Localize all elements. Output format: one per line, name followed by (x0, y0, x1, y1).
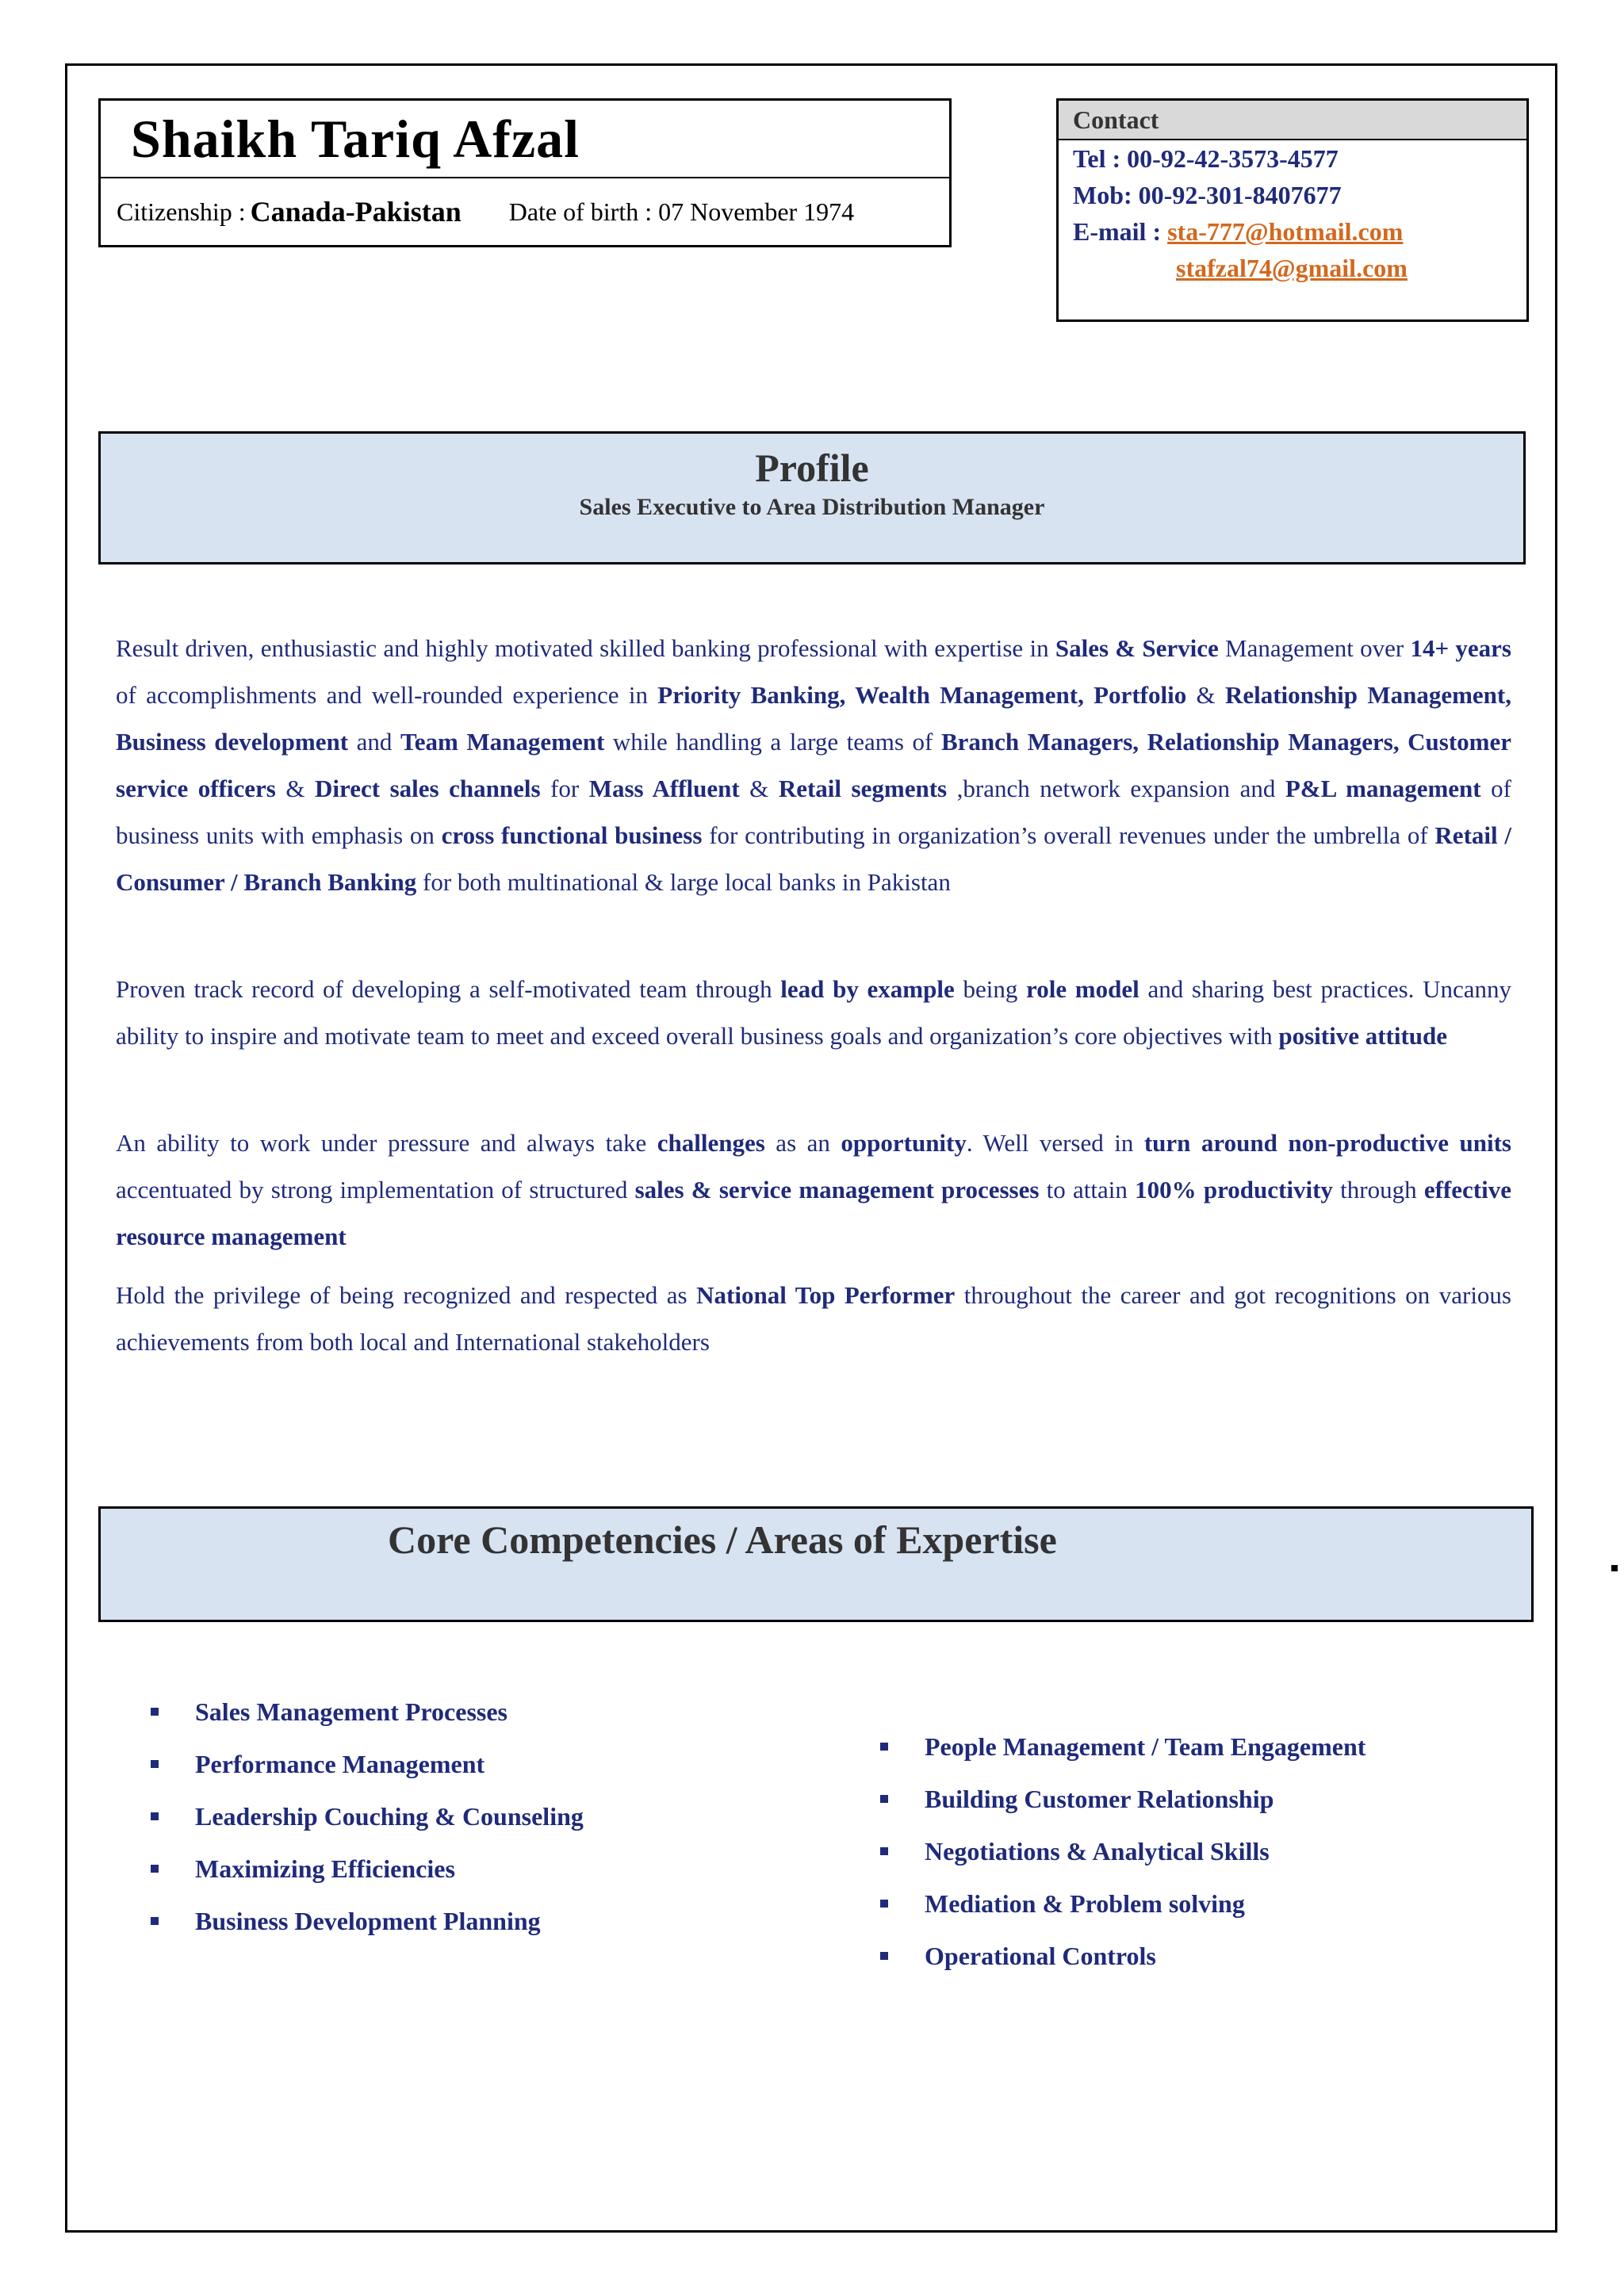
meta-row (101, 178, 949, 245)
profile-paragraph-1: Result driven, enthusiastic and highly motivated skilled banking professional with expertise in Sales & Service Management over 14+ years of accomplishments and well-rounded experience in Priority Banking, Wealth Management, Portfolio & Relationship Management, Business development and Team Management while handling a large teams of Branch Managers, Relationship Managers, Customer service officers & Direct sales channels for Mass Affluent & Retail segments ,branch network expansion and P&L management of business units with emphasis on cross functional business for contributing in organization’s overall revenues under the umbrella of Retail / Consumer / Branch Banking for both multinational & large local banks in Pakistan (116, 634, 1511, 896)
email-link-1[interactable]: sta-777@hotmail.com (1167, 216, 1404, 246)
date-of-birth: Date of birth : 07 November 1974 (508, 197, 855, 226)
competency-list-left (147, 1686, 782, 1947)
list-item: Mediation & Problem solving (877, 1877, 1511, 1930)
list-item: Leadership Couching & Counseling (147, 1790, 782, 1843)
stray-mark (1611, 1565, 1618, 1571)
core-competencies-header (98, 1506, 1534, 1622)
list-item: People Management / Team Engagement (877, 1720, 1511, 1773)
profile-paragraph-4: Hold the privilege of being recognized and respected as National Top Performer throughout the career and got recognitions on various achievements from both local and International stakeholders (116, 1281, 1511, 1356)
name-row (101, 101, 949, 178)
candidate-name: Shaikh Tariq Afzal (131, 108, 580, 169)
square-bullet-icon (880, 1952, 888, 1960)
square-bullet-icon (880, 1795, 888, 1803)
profile-paragraph-3: An ability to work under pressure and always take challenges as an opportunity. Well versed in turn around non-productive units accentuated by strong implementation of structured sales & service management processes to attain 100% productivity through effective resource management (116, 1129, 1511, 1250)
list-item: Sales Management Processes (147, 1686, 782, 1738)
contact-email-row-2 (1059, 250, 1526, 286)
profile-paragraph-2: Proven track record of developing a self-motivated team through lead by example being role model and sharing best practices. Uncanny ability to inspire and motivate team to meet and exceed overall business goals and organization’s core objectives with positive attitude (116, 975, 1512, 1050)
square-bullet-icon (151, 1865, 159, 1873)
personal-info-box (98, 98, 952, 247)
list-item: Building Customer Relationship (877, 1773, 1511, 1825)
list-item: Operational Controls (877, 1930, 1511, 1982)
email-label: E-mail : (1073, 216, 1162, 246)
profile-title: Profile (755, 446, 869, 490)
square-bullet-icon (151, 1917, 159, 1925)
citizenship-value: Canada-Pakistan (250, 196, 462, 228)
citizenship-label: Citizenship : (117, 197, 246, 226)
square-bullet-icon (151, 1760, 159, 1768)
square-bullet-icon (880, 1847, 888, 1855)
square-bullet-icon (151, 1812, 159, 1820)
profile-subtitle: Sales Executive to Area Distribution Manager (579, 494, 1045, 520)
competency-list-right (877, 1720, 1511, 1982)
list-item: Negotiations & Analytical Skills (877, 1825, 1511, 1877)
profile-section-header (98, 431, 1526, 564)
email-link-2[interactable]: stafzal74@gmail.com (1176, 253, 1408, 282)
list-item: Maximizing Efficiencies (147, 1843, 782, 1895)
contact-box (1056, 98, 1529, 322)
contact-tel: Tel : 00-92-42-3573-4577 (1073, 144, 1339, 173)
list-item: Business Development Planning (147, 1895, 782, 1947)
contact-mob: Mob: 00-92-301-8407677 (1073, 180, 1342, 209)
list-item: Performance Management (147, 1738, 782, 1790)
core-competencies-title: Core Competencies / Areas of Expertise (388, 1517, 1057, 1562)
square-bullet-icon (151, 1708, 159, 1716)
contact-title: Contact (1059, 101, 1526, 140)
square-bullet-icon (880, 1900, 888, 1908)
square-bullet-icon (880, 1743, 888, 1751)
contact-email-row (1059, 213, 1526, 250)
